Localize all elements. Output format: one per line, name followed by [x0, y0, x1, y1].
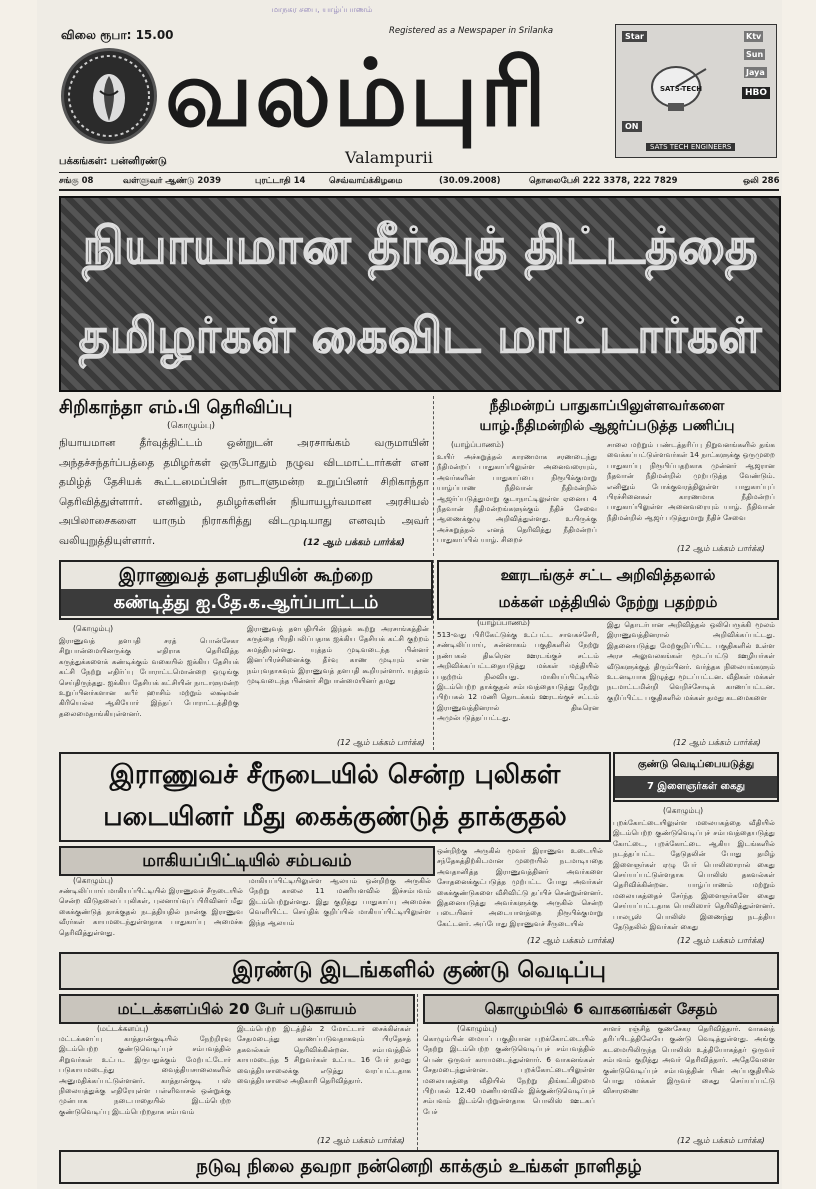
story5-body-c: ஒன்றிற்கு அருகில் மூவர் இராணுவ உடையில் சந்தேகத்திற்கிடமான முறையில் நடமாடியதை அவதானித்த இராணுவத்தினர் அவர்களை சோதனைக்குட்படுத்த முற்பட்ட போது அவர்கள் கைக்குண்டுகளை வீசிவிட்டு தப்பிச் சென்றுள்ளனர். இதனையடுத்து அவர்களுக்கு அருகில் சென்ற படையினர் அடையாளத்தை நிரூபிக்குமாறு கேட்டனர். அப்போது இராணுவச் சீருடையில் — [437, 846, 603, 928]
conch-seal-icon — [61, 48, 157, 144]
story6-more: (12 ஆம் பக்கம் பார்க்க) — [677, 936, 765, 945]
story7-banner: இரண்டு இடங்களில் குண்டு வெடிப்பு — [59, 952, 779, 990]
column-divider-3 — [417, 994, 418, 1150]
masthead-title: வலம்புரி — [165, 40, 549, 147]
satellite-ad — [615, 24, 777, 158]
story3-dateline: (கொழும்பு) — [73, 624, 114, 633]
issue-number: ஒலி 286 — [743, 176, 780, 186]
date-year: வள்ளுவர் ஆண்டு 2039 — [123, 176, 222, 186]
story2-headline-2: யாழ்.நீதிமன்றில் ஆஜர்ப்படுத்த பணிப்பு — [479, 418, 735, 434]
story1-dateline: (கொழும்பு) — [167, 421, 216, 431]
story6-headline-box — [613, 752, 779, 802]
newspaper-page — [37, 0, 782, 1189]
story3-more: (12 ஆம் பக்கம் பார்க்க) — [337, 738, 425, 747]
story3-body-left: இராணுவத் தளபதி சரத் பொன்சேகா சிறுபான்மையினருக்கு எதிராக தெரிவித்த கருத்துக்களைக் கண்டிக்கும் வகையில் ஐக்கிய தேசியக் கட்சி நேற்று எதிர்ப்பு போராட்டமொன்றை ஒழுங்கு செய்திருந்தது. ஐக்கிய தேசியக் கட்சியின் நாடாளுமன்ற உறுப்பினர்களான கபீர் ஹாசிம் மற்றும் லக்ஷ்மன் கிரியெல்ல ஆகியோர் இந்தப் போராட்டத்திற்கு தலைமைதாங்கியுள்ளனர். — [59, 636, 239, 718]
stamp-mark: மாநகர சபை, யாழ்ப்பாணம் — [271, 5, 373, 14]
story2-headline-1: நீதிமன்றப் பாதுகாப்பிலுள்ளவர்களை — [489, 398, 725, 414]
story4-body-right: இது தொடர்பான அறிவித்தல் ஒலிபெருக்கி மூலம் இராணுவத்தினரால் அறிவிக்கப்பட்டது. இதனையடுத்து மேற்குறிப்பிட்ட பகுதிகளில் உள்ள அரச அலுவலகங்கள் மூடப்பட்டு ஊழியர்கள் வீடுகளுக்குத் திரும்பினர். வர்த்தக நிலையங்களும் உடனடியாக இழுத்து மூடப்பட்டன. வீதிகள் மக்கள் நடமாட்டமின்றி வெறிச்சோடிக் காணப்பட்டன. குறிப்பிட்ட பகுதிகளில் மக்கள் தமது கடமைகளை — [607, 620, 775, 702]
story6-body: புறக்கோட்டையிலுள்ள மலையகத்தை வீதியில் இடம்பெற்ற குண்டுவெடிப்புச் சம்பவத்தையடுத்து கோட்டை, புறக்கோட்டை ஆகிய இடங்களில் நடத்தப்பட்ட தேடுதலின் போது தமிழ் இளைஞர்கள் ஏழு பேர் பொலிஸாரால் கைது செய்யப்பட்டுள்ளதாக பொலிஸ் தகவல்கள் தெரிவிக்கின்றன. யாழ்ப்பாணம் மற்றும் மலையகத்தைச் சேர்ந்த இளைஞர்களே கைது செய்யப்பட்டதாக பொலிஸார் தெரிவித்துள்ளனர். பாலபூஸ் பொலிஸ் இணைந்து நடத்திய தேடுதலில் இவர்கள் கைது — [613, 818, 775, 932]
column-divider-2 — [433, 560, 434, 750]
story7-right-headline: கொழும்பில் 6 வாகனங்கள் சேதம் — [423, 994, 779, 1024]
story7-right-dateline: (கொழும்பு) — [457, 1024, 498, 1033]
date-line — [59, 172, 779, 191]
column-divider — [433, 396, 434, 556]
story6-dateline: (கொழும்பு) — [663, 806, 704, 815]
story5-subhead: மாகியப்பிட்டியில் சம்பவம் — [59, 846, 435, 876]
story5-body-a: சண்டிலிப்பாய் மாகியப்பிட்டியில் இராணுவச் சீருடையில் சென்ற விடுதலைப் புலிகள், புலனாய்வுப் பிரிவினர் மீது கைக்குண்டுத் தாக்குதல் நடத்தியதில் நான்கு இராணுவ வீரர்கள் காயமடைந்துள்ளதாக பாதுகாப்பு அமைச்சு தெரிவித்துள்ளது. — [59, 886, 243, 937]
story6-headline-2: 7 இளைஞர்கள் கைது — [615, 776, 777, 798]
story4-dateline: (யாழ்ப்பாணம்) — [477, 618, 530, 627]
story7-right-body-a: கொழும்பின் மையப் பகுதியான புறக்கோட்டையில் நேற்று இடம்பெற்ற குண்டுவெடிப்புச் சம்பவத்தில் பெண் ஒருவர் காயமடைந்துள்ளார். 6 வாகனங்கள் சேதமடைந்துள்ளன. புறக்கோட்டையிலுள்ள மலையகத்தை வீதியில் நேற்று திங்கட்கிழமை பிற்பகல் 12.40 மணியளவில் இக்குண்டுவெடிப்புச் சம்பவம் இடம்பெற்றுள்ளதாக பொலிஸ் ஊடகப் பேச் — [423, 1034, 595, 1116]
story3-headline-2: கண்டித்து ஐ.தே.க.ஆர்ப்பாட்டம் — [61, 589, 431, 616]
story4-more: (12 ஆம் பக்கம் பார்க்க) — [673, 738, 761, 747]
ad-brand-4: HBO — [742, 87, 770, 99]
date-phone: தொலைபேசி 222 3378, 222 7829 — [529, 176, 678, 186]
ad-brand-5: ON — [622, 121, 642, 132]
story3-headline-1: இராணுவத் தளபதியின் கூற்றை — [118, 565, 374, 586]
story2-dateline: (யாழ்ப்பாணம்) — [451, 440, 504, 449]
story5-headline-1: இராணுவச் சீருடையில் சென்ற புலிகள் — [109, 760, 561, 790]
story1-more: (12 ஆம் பக்கம் பார்க்க) — [303, 538, 405, 548]
story6-headline-1: குண்டு வெடிப்பையடுத்து — [637, 759, 755, 770]
story4-headline-2: மக்கள் மத்தியில் நேற்று பதற்றம் — [498, 593, 718, 611]
masthead-latin: Valampurii — [345, 148, 433, 167]
story2-body-right: சாலை மற்றும் பண்டத்தரிப்பு நிறுவனங்களில் தங்க வைக்கப்பட்டுள்ளவர்கள் 14 நாட்களுக்கு ஒருமுறை பாதுகாப்பு நிரூபிப்பதற்காக முன்னர் ஆஜரான நீதவான் நீதிமன்றில் முற்படுத்த வேண்டும். எனினும் போக்குவரத்திலுள்ள பாதுகாப்புப் பிரச்சினைகள் காரணமாக நீதிமன்றப் பாதுகாப்பிலுள்ள அனைவரையும் யாழ். நீதிவான் நீதிமன்றில் ஆஜர் படுத்துமாறு நீதிச் சேவை — [607, 440, 775, 522]
ad-brand-1: Ktv — [746, 32, 762, 41]
story5-headline-2: படையினர் மீது கைக்குண்டுத் தாக்குதல் — [103, 802, 567, 832]
story7-left-body-b: இடம்பெற்ற இடத்தில் 2 மோட்டார் சைக்கிள்கள் சேதமடைந்து காணப்படுவதாகவும் பிரதேசத் தகவல்கள் தெரிவிக்கின்றன. சம்பவத்தில் காயமடைந்த 5 சிறுவர்கள் உட்பட 16 பேர் தமது வைத்தியசாலைக்கு எடுத்து வரப்பட்டதாக வைத்தியசாலை அதிகாரி தெரிவித்தார். — [237, 1024, 411, 1086]
lead-headline-banner — [59, 196, 781, 392]
story7-left-headline: மட்டக்களப்பில் 20 பேர் படுகாயம் — [59, 994, 415, 1024]
story2-body-left: உயிர் அச்சுறுத்தல் காரணமாக சரணடைந்து நீதிமன்றப் பாதுகாப்பிலுள்ள அனைவரையும், அவர்களின் பாதுகாப்பை நிரூபிக்குமாறு யாழ்ப்பாண நீதிவான் நீதிமன்றில் ஆஜர்ப்படுத்துமாறு குடாநாட்டிலுள்ள ஏனைய 4 நீதவான் நீதிமன்றங்களுக்கும் நீதிச் சேவை ஆணைக்குழு அறிவித்துள்ளது. உயிருக்கு அச்சுறுத்தல் எனத் தெரிவித்து நீதிமன்றப் பாதுகாப்பில் யாழ். சிறைச் — [437, 452, 597, 545]
story1-headline: சிறிகாந்தா எம்.பி தெரிவிப்பு — [59, 397, 293, 418]
lead-line-1: நியாயமான தீர்வுத் திட்டத்தை — [82, 217, 758, 275]
story3-body-right: இராணுவத் தளபதியின் இந்தக் கூற்று அரசாங்கத்தின் கருத்தை பிரதிபலிப்பதாக ஐக்கிய தேசியக் கட்சி குற்றம் சுமத்தியுள்ளது. யுத்தம் முடிவடைந்த பின்னர் இனப்பிரச்சினைக்கு தீர்வு காண முடியும் என நம்புவதாகவும் இராணுவத் தளபதி கூறியுள்ளார். யுத்தம் முடிவடைந்த பின்னர் சிறுபான்மையினர் தமது — [247, 624, 429, 686]
story3-headline-box — [59, 560, 433, 620]
story1-body: நியாயமான தீர்வுத்திட்டம் ஒன்றுடன் அரசாங்கம் வருமாயின் அந்தச்சந்தர்ப்பத்தை தமிழர்கள் ஒருபோதும் நழுவ விடமாட்டார்கள் என தமிழ்த் தேசியக் கூட்டமைப்பின் நாடாளுமன்ற உறுப்பினர் சிறிகாந்தா தெரிவித்துள்ளார். எனினும், தமிழர்களின் நியாயபூர்வமான அரசியல் அபிலாசைகளை யாரும் நிராகரித்து விடமுடியாது எனவும் அவர் வலியுறுத்தியுள்ளார். — [59, 437, 429, 547]
date-sangu: சங்கு 08 — [59, 176, 94, 186]
footer-slogan: நடுவு நிலை தவறா நன்னெறி காக்கும் உங்கள் நாளிதழ் — [59, 1150, 779, 1184]
story7-left-more: (12 ஆம் பக்கம் பார்க்க) — [317, 1136, 405, 1145]
story4-headline-1: ஊரடங்குச் சட்ட அறிவித்தலால் — [500, 566, 716, 584]
story5-headline-box — [59, 752, 611, 842]
ad-brand-6: Star — [622, 31, 647, 42]
ad-label: SATS-TECH — [660, 85, 703, 93]
lead-line-2: தமிழர்கள் கைவிட மாட்டார்கள் — [78, 308, 762, 364]
ad-brand-2: Sun — [746, 50, 764, 59]
story4-body-left: 513-வது பிரிகேட்டுக்கு உட்பட்ட சாவகச்சேரி, சண்டிலிப்பாய், சுன்னாகம் பகுதிகளில் நேற்று நண்பகல் திடீரென ஊரடங்குச் சட்டம் அறிவிக்கப்பட்டதையடுத்து மக்கள் மத்தியில் பதற்றம் நிலவியது. மாகியப்பிட்டியில் இடம்பெற்ற தாக்குதல் சம்பவத்தையடுத்து நேற்று பிற்பகல் 12 மணி தொடக்கம் ஊரடங்குச் சட்டம் இராணுவத்தினரால் திடீரென அமுல்படுத்தப்பட்டது. — [437, 630, 599, 723]
ad-brand-3: Jaya — [746, 68, 765, 77]
story7-left-body-a: மட்டக்களப்பு காத்தான்குடியில் நேற்றிரவு இடம்பெற்ற குண்டுவெடிப்புச் சம்பவத்தில் சிறுவர்கள் உட்பட இருபதுக்கும் மேற்பட்டோர் படுகாயமடைந்து வைத்தியசாலைகளில் அனுமதிக்கப்பட்டுள்ளனர். காத்தான்குடி பஸ் நிலையத்துக்கு எதிரேயுள்ள பள்ளிவாசல் ஒன்றுக்கு முன்பாக நடைபாதையில் இடம்பெற்ற குண்டுவெடிப்பு இடம்பெற்றதாக சம்பவம் — [59, 1034, 231, 1116]
date-value: (30.09.2008) — [439, 176, 501, 186]
date-month: புரட்டாதி 14 — [255, 176, 306, 186]
price-label: விலை ரூபா: 15.00 — [61, 28, 174, 42]
story5-more: (12 ஆம் பக்கம் பார்க்க) — [527, 936, 615, 945]
story7-left-dateline: (மட்டக்களப்பு) — [97, 1024, 149, 1033]
story7-right-more: (12 ஆம் பக்கம் பார்க்க) — [677, 1136, 765, 1145]
story2-more: (12 ஆம் பக்கம் பார்க்க) — [677, 544, 765, 553]
registered-label: Registered as a Newspaper in Srilanka — [389, 26, 554, 36]
story4-headline-box — [437, 560, 779, 620]
pages-label: பக்கங்கள்: பன்னிரண்டு — [59, 156, 167, 167]
ad-footer: SATS TECH ENGINEERS — [646, 143, 735, 151]
date-weekday: செவ்வாய்க்கிழமை — [329, 176, 403, 186]
story5-dateline: (கொழும்பு) — [73, 876, 114, 885]
story5-body-b: மாகியப்பிட்டியிலுள்ள ஆலயம் ஒன்றிற்கு அருகில் நேற்று காலை 11 மணியளவில் இச்சம்பவம் இடம்பெற்றுள்ளது. இது குறித்து பாதுகாப்பு அமைச்சு வெளியிட்ட செய்திக் குறிப்பில் மாகியப்பிட்டியிலுள்ள இந்த ஆலயம் — [249, 876, 431, 927]
story7-right-body-b: சாளர் ரஞ்சித் குணசேகர தெரிவித்தார். வாகனத் தரிப்பிடத்திலேயே குண்டு வெடித்துள்ளது. அங்கு கடமையிலிருந்த பொலிஸ் உத்தியோகத்தர் ஒருவர் சம்பவம் குறித்து அவர் தெரிவித்தார். அதேவேளை குண்டுவெடிப்புச் சம்பவத்தின் பின் அப்பகுதியில் பொது மக்கள் இருவர் கைது செய்யப்பட்டு விசாரணை — [603, 1024, 775, 1096]
